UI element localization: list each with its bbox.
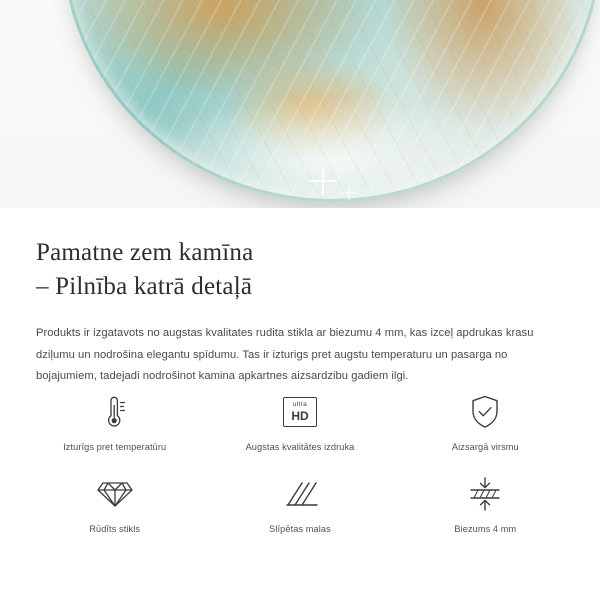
- feature-item-temperature: [22, 392, 207, 452]
- feature-label: Rūdīts stikls: [89, 524, 141, 534]
- feature-label: Biezums 4 mm: [454, 524, 517, 534]
- feature-label: Izturīgs pret temperatūru: [63, 442, 167, 452]
- hero-image: [0, 0, 600, 208]
- ultra-hd-badge-bottom: HD: [291, 408, 309, 423]
- description-paragraph: Produkts ir izgatavots no augstas kvalitates rudita stikla ar biezumu 4 mm, kas izceļ apdrukas krasu dziļumu un nodrošina elegantu spīdumu. Tas ir izturigs pret augstu temperaturu un pasarga no bojajumiem, tadejadi nodrošinot kamina apkartnes aizsardzibu gadiem ilgi.: [36, 327, 534, 382]
- feature-grid: [0, 392, 600, 534]
- thickness-arrows-icon: [467, 474, 503, 514]
- feature-item-tempered-glass: [22, 474, 207, 534]
- feature-label: Slīpētas malas: [269, 524, 331, 534]
- feature-item-print-quality: [207, 392, 392, 452]
- round-glass-panel: [62, 0, 600, 202]
- polished-edges-icon: [282, 474, 318, 514]
- feature-item-thickness: [393, 474, 578, 534]
- feature-item-polished-edges: [207, 474, 392, 534]
- ultra-hd-badge-top: ultra: [292, 401, 308, 409]
- diamond-icon: [96, 474, 134, 514]
- feature-label: Aizsargā virsmu: [451, 442, 519, 452]
- content-block: [0, 208, 600, 399]
- page-title-line-2: – Pilnība katrā detaļā: [36, 272, 253, 300]
- page-title: [36, 236, 564, 303]
- thermometer-icon: [98, 392, 132, 432]
- feature-item-surface-protection: [393, 392, 578, 452]
- ultra-hd-icon: [283, 392, 317, 432]
- shield-check-icon: [468, 392, 502, 432]
- feature-label: Augstas kvalitātes izdruka: [245, 442, 355, 452]
- page-title-line-1: Pamatne zem kamīna: [36, 239, 254, 266]
